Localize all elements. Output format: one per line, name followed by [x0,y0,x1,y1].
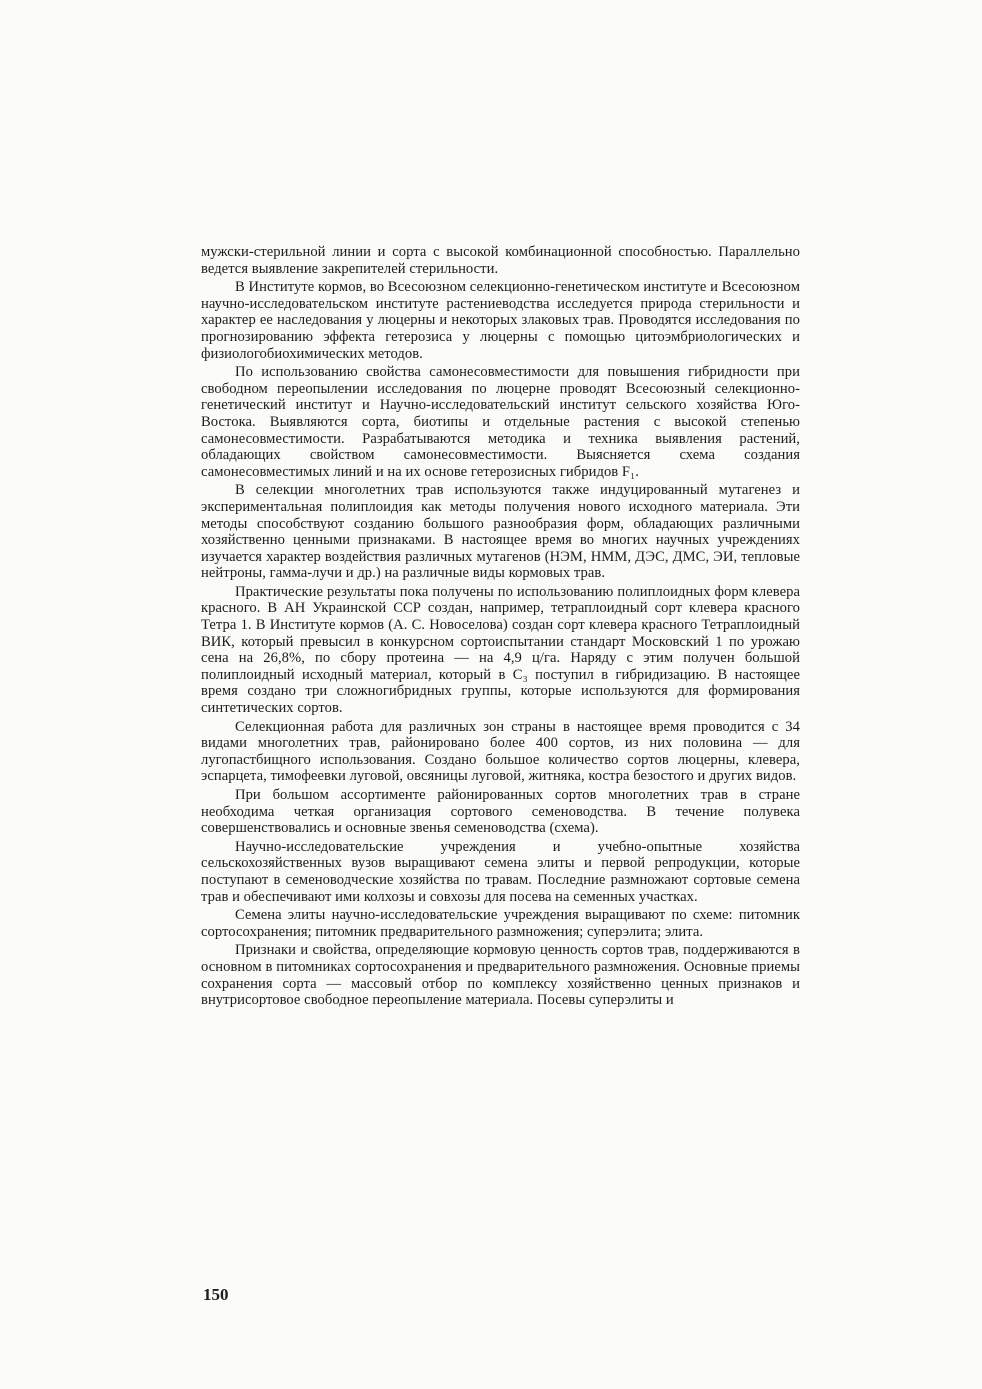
paragraph-2: В Институте кормов, во Всесоюзном селекционно-генетическом институте и Всесоюзном научно-исследовательском институте растениеводства исследуется природа стерильности и характер ее наследования у люцерны и некоторых злаковых трав. Проводятся исследования по прогнозированию эффекта гетерозиса у люцерны с помощью цитоэмбриологических и физиологобиохимических методов. [201,279,800,362]
paragraph-8: Научно-исследовательские учреждения и учебно-опытные хозяйства сельскохозяйственных вузов выращивают семена элиты и первой репродукции, которые поступают в семеноводческие хозяйства по травам. Последние размножают сортовые семена трав и обеспечивают ими колхозы и совхозы для посева на семенных участках. [201,838,800,905]
paragraph-1: мужски-стерильной линии и сорта с высокой комбинационной способностью. Параллельно ведется выявление закрепителей стерильности. [201,244,800,277]
paragraph-6: Селекционная работа для различных зон страны в настоящее время проводится с 34 видами многолетних трав, районировано более 400 сортов, из них половина — для лугопастбищного использования. Создано большое количество сортов люцерны, клевера, эспарцета, тимофеевки луговой, овсяницы луговой, житняка, костра безостого и других видов. [201,718,800,785]
body-text [201,244,800,1009]
paragraph-4: В селекции многолетних трав используются также индуцированный мутагенез и экспериментальная полиплоидия как методы получения нового исходного материала. Эти методы способствуют созданию большого разнообразия форм, обладающих различными хозяйственно ценными признаками. В настоящее время во многих научных учреждениях изучается характер воздействия различных мутагенов (НЭМ, НММ, ДЭС, ДМС, ЭИ, тепловые нейтроны, гамма-лучи и др.) на различные виды кормовых трав. [201,482,800,582]
paragraph-7: При большом ассортименте районированных сортов многолетних трав в стране необходима четкая организация сортового семеноводства. В течение полувека совершенствовались и основные звенья семеноводства (схема). [201,787,800,837]
paragraph-3: По использованию свойства самонесовместимости для повышения гибридности при свободном переопылении исследования по люцерне проводят Всесоюзный селекционно-генетический институт и Научно-исследовательский институт сельского хозяйства Юго-Востока. Выявляются сорта, биотипы и отдельные растения с высокой степенью самонесовместимости. Разрабатываются методика и техника выявления растений, обладающих свойством самонесовместимости. Выясняется схема создания самонесовместимых линий и на их основе гетерозисных гибридов F₁. [201,364,800,480]
paragraph-5: Практические результаты пока получены по использованию полиплоидных форм клевера красного. В АН Украинской ССР создан, например, тетраплоидный сорт клевера красного Тетра 1. В Институте кормов (А. С. Новоселова) создан сорт клевера красного Тетраплоидный ВИК, который превысил в конкурсном сортоиспытании стандарт Московский 1 по урожаю сена на 26,8%, по сбору протеина — на 4,9 ц/га. Наряду с этим получен большой полиплоидный исходный материал, который в C₃ поступил в гибридизацию. В настоящее время создано три сложногибридных группы, которые используются для формирования синтетических сортов. [201,583,800,717]
paragraph-10: Признаки и свойства, определяющие кормовую ценность сортов трав, поддерживаются в основном в питомниках сортосохранения и предварительного размножения. Основные приемы сохранения сорта — массовый отбор по комплексу хозяйственно ценных признаков и внутрисортовое свободное переопыление материала. Посевы суперэлиты и [201,942,800,1009]
page-number: 150 [203,1285,229,1304]
paragraph-9: Семена элиты научно-исследовательские учреждения выращивают по схеме: питомник сортосохранения; питомник предварительного размножения; суперэлита; элита. [201,907,800,940]
